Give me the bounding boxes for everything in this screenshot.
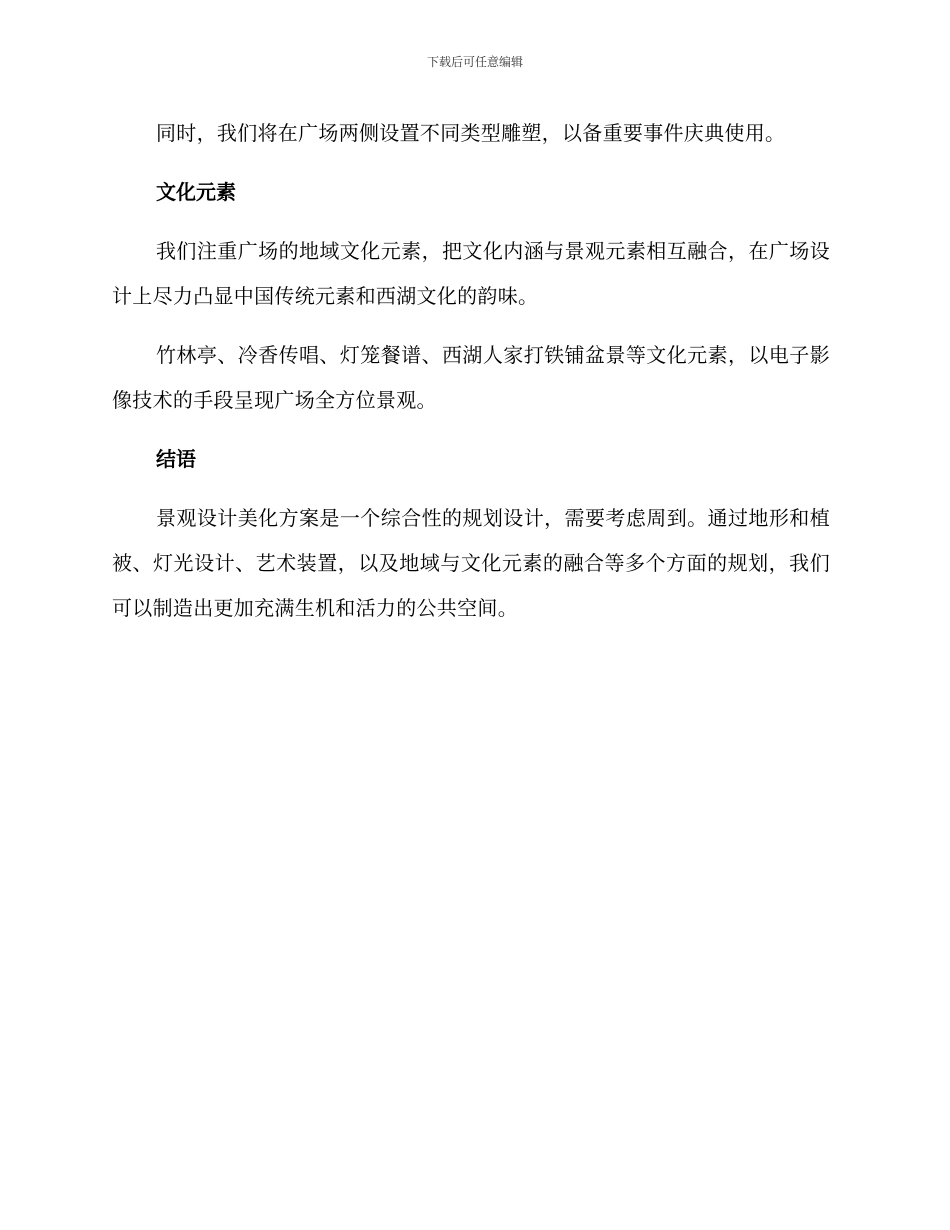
paragraph-sculptures: 同时，我们将在广场两侧设置不同类型雕塑，以备重要事件庆典使用。	[156, 121, 786, 145]
paragraph-culture-features: 竹林亭、冷香传唱、灯笼餐谱、西湖人家打铁铺盆景等文化元素，以电子影像技术的手段呈现广场全方位景观。	[112, 343, 830, 412]
section-heading-conclusion: 结语	[156, 447, 196, 471]
section-heading-culture: 文化元素	[156, 180, 236, 204]
paragraph-conclusion: 景观设计美化方案是一个综合性的规划设计，需要考虑周到。通过地形和植被、灯光设计、艺术装置，以及地域与文化元素的融合等多个方面的规划，我们可以制造出更加充满生机和活力的公共空间。	[112, 506, 830, 620]
paragraph-culture-elements: 我们注重广场的地域文化元素，把文化内涵与景观元素相互融合，在广场设计上尽力凸显中国传统元素和西湖文化的韵味。	[112, 239, 830, 308]
page-header-note: 下载后可任意编辑	[426, 55, 523, 69]
document-body	[112, 111, 830, 645]
